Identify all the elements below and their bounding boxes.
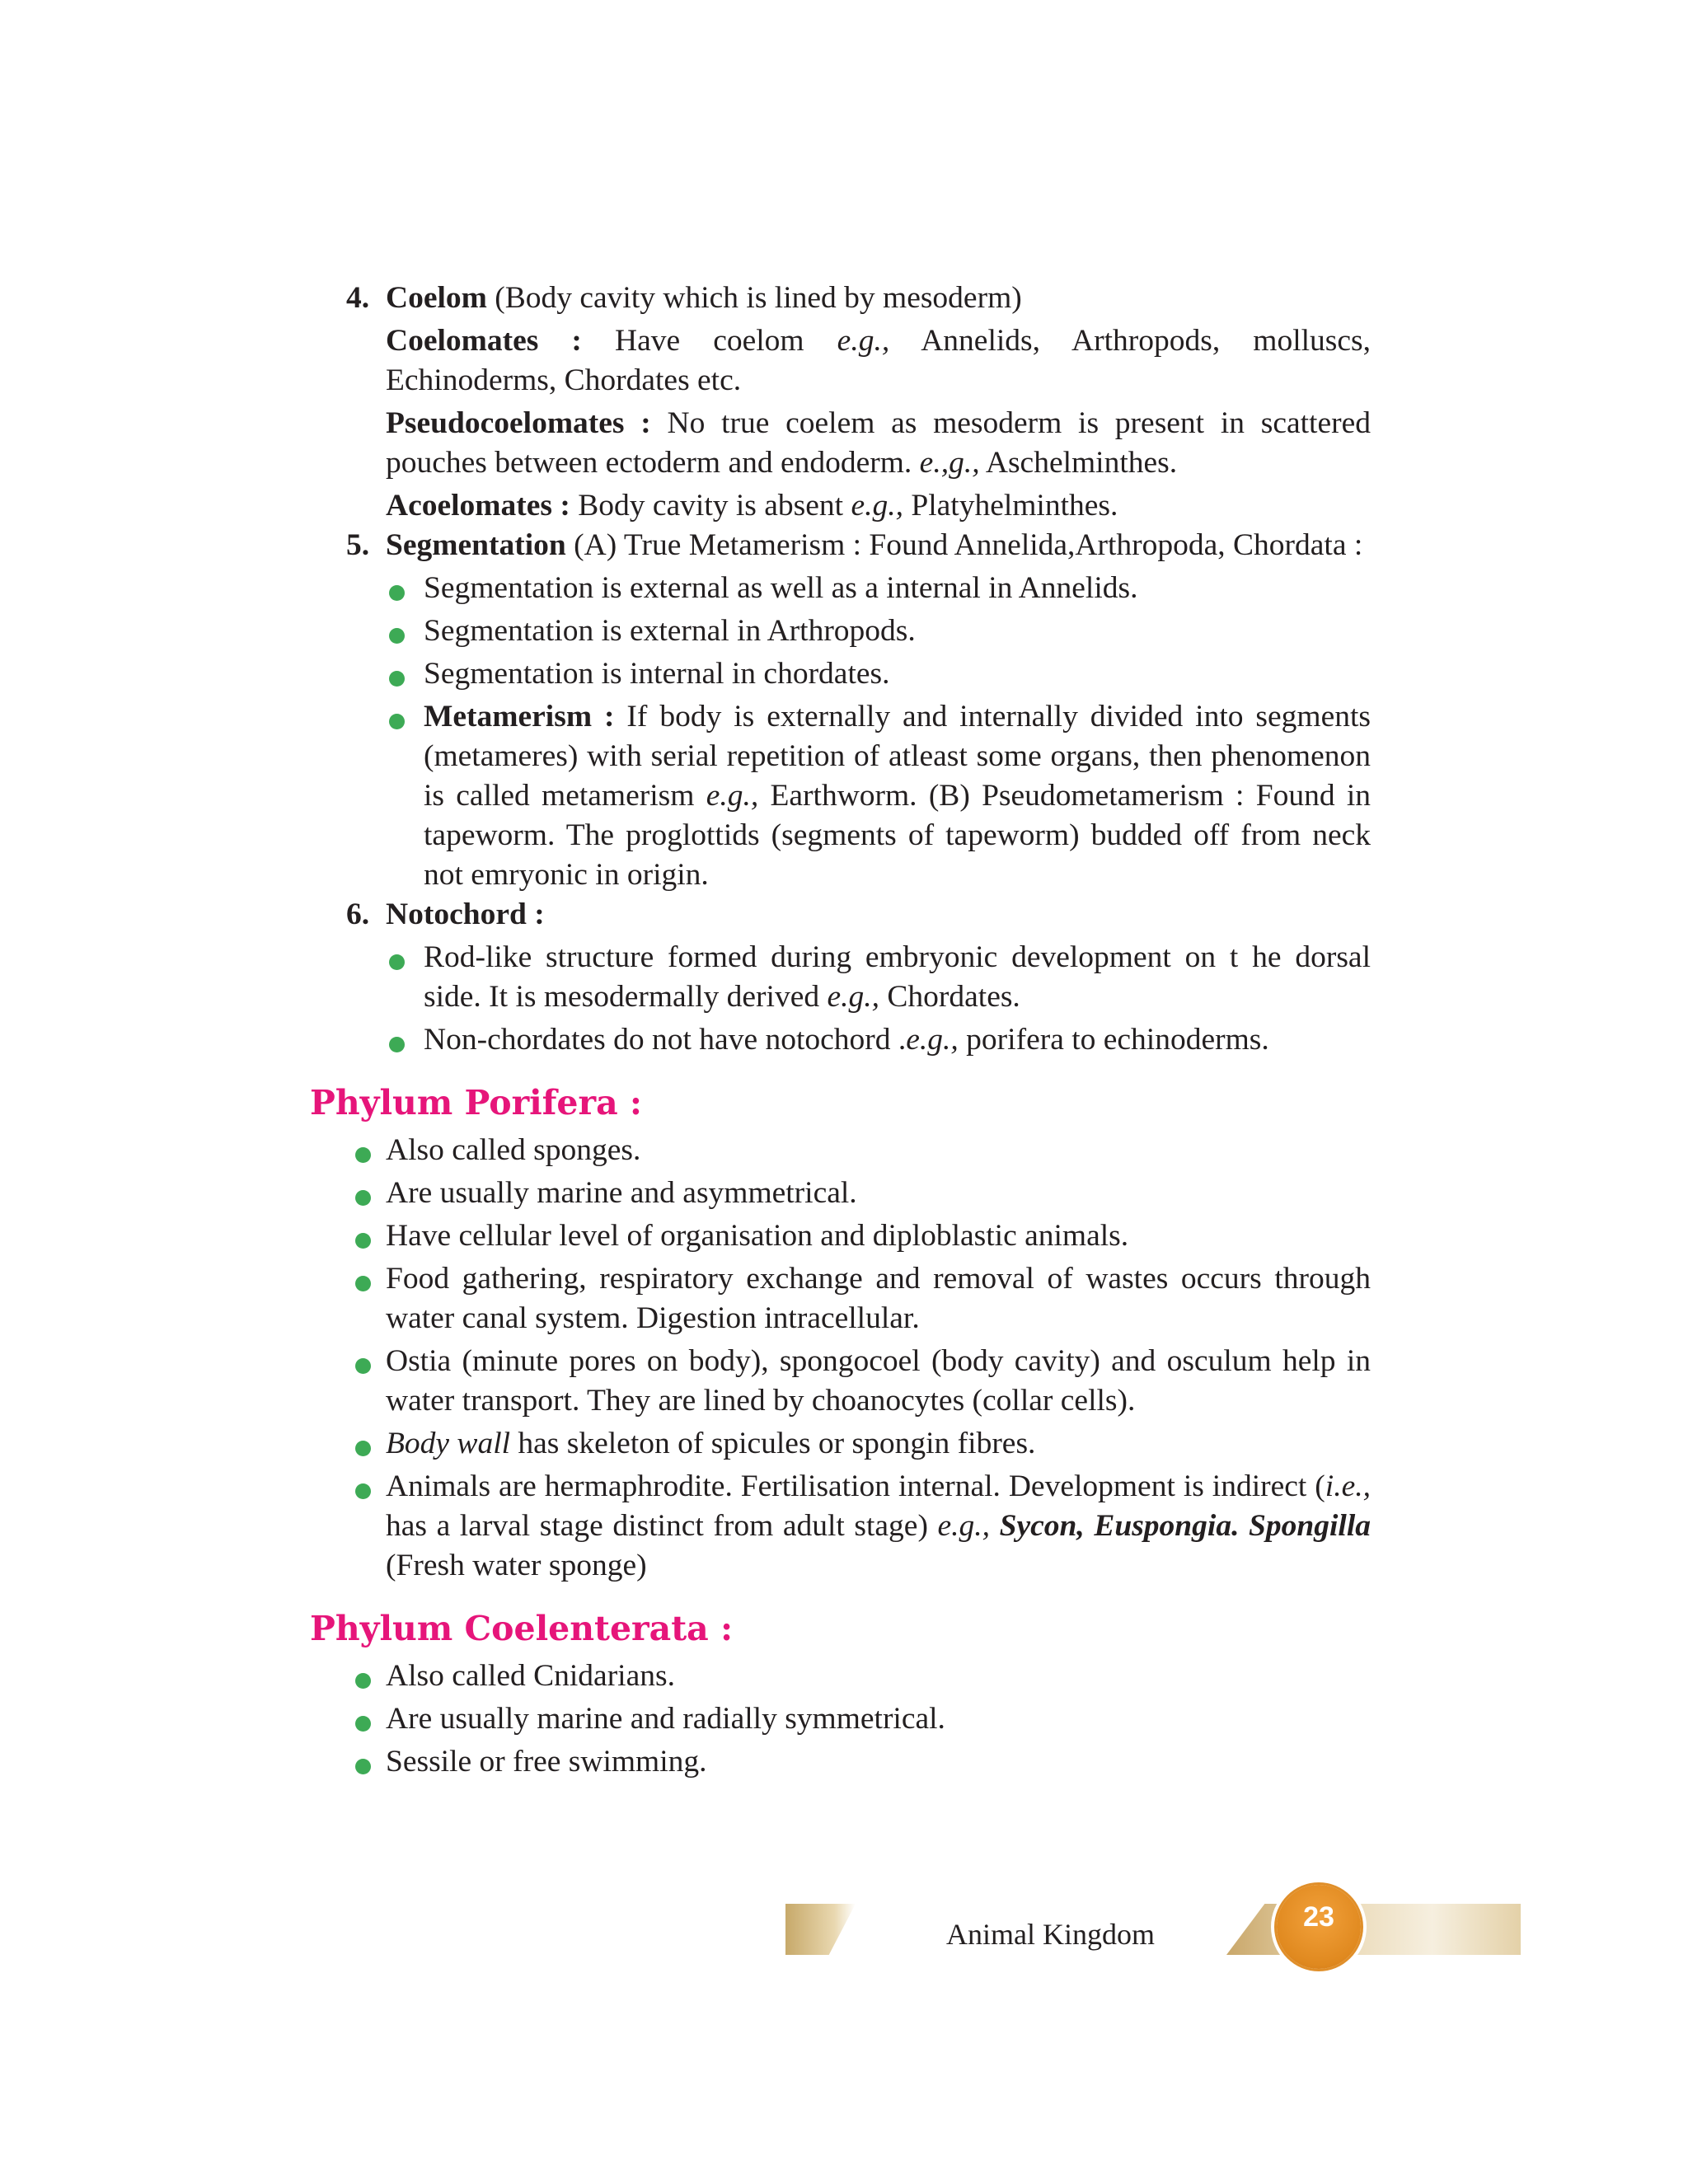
numbered-item-segmentation (313, 526, 1371, 895)
coelenterata-bullets (313, 1657, 1371, 1782)
section-title-coelenterata: Phylum Coelenterata : (310, 1609, 734, 1648)
bullet-dot-icon (389, 585, 405, 601)
item-heading: Segmentation (A) True Metamerism : Found Annelida,Arthropoda, Chordata : (386, 528, 1363, 562)
item-number: 5. (346, 528, 370, 562)
bullet-dot-icon (389, 628, 405, 644)
item-number: 4. (346, 281, 370, 315)
list-item: Animals are hermaphrodite. Fertilisation internal. Development is indirect (i.e., has a larval stage distinct from adult stage) e.g., Sycon, Euspongia. Spongilla (Fresh water sponge) (313, 1467, 1371, 1586)
list-item: Body wall has skeleton of spicules or spongin fibres. (313, 1424, 1371, 1464)
page-number-circle (1277, 1885, 1361, 1969)
bullet-dot-icon (355, 1190, 371, 1206)
list-item: Rod-like structure formed during embryonic development on t he dorsal side. It is mesodermally derived e.g., Chordates. (386, 938, 1371, 1017)
paragraph-coelomates: Coelomates : Have coelom e.g., Annelids, Arthropods, molluscs, Echinoderms, Chordates etc. (386, 324, 1371, 397)
item-number: 6. (346, 898, 370, 931)
numbered-item-coelom (313, 279, 1371, 526)
bullet-dot-icon (355, 1483, 371, 1499)
page-number-badge (1271, 1879, 1367, 1975)
list-item: Have cellular level of organisation and diploblastic animals. (313, 1216, 1371, 1256)
bullet-dot-icon (355, 1276, 371, 1291)
notochord-bullets (386, 938, 1371, 1060)
porifera-bullets (313, 1131, 1371, 1586)
item-heading: Notochord : (386, 898, 545, 931)
bullet-dot-icon (355, 1759, 371, 1774)
list-item: Also called Cnidarians. (313, 1657, 1371, 1696)
bullet-dot-icon (389, 671, 405, 687)
list-item: Segmentation is external as well as a internal in Annelids. (386, 569, 1371, 608)
paragraph-acoelomates: Acoelomates : Body cavity is absent e.g., Platyhelminthes. (386, 489, 1118, 523)
list-item: Non-chordates do not have notochord .e.g., porifera to echinoderms. (386, 1020, 1371, 1060)
bullet-dot-icon (389, 1037, 405, 1052)
paragraph-pseudocoelomates: Pseudocoelomates : No true coelem as mesoderm is present in scattered pouches between ectoderm and endoderm. e.,g., Aschelminthes. (386, 406, 1371, 480)
section-title-porifera: Phylum Porifera : (310, 1083, 643, 1122)
footer-decoration-left (785, 1904, 856, 1955)
list-item: Sessile or free swimming. (313, 1742, 1371, 1782)
list-item: Segmentation is internal in chordates. (386, 654, 1371, 694)
list-item: Are usually marine and radially symmetrical. (313, 1699, 1371, 1739)
page-number: 23 (1303, 1901, 1334, 1933)
page-footer (0, 1887, 1688, 1986)
list-item: Also called sponges. (313, 1131, 1371, 1170)
bullet-dot-icon (355, 1673, 371, 1689)
segmentation-bullets (386, 569, 1371, 895)
bullet-dot-icon (355, 1441, 371, 1456)
bullet-dot-icon (355, 1358, 371, 1374)
bullet-dot-icon (355, 1233, 371, 1249)
page-content (310, 279, 1372, 1782)
list-item: Metamerism : If body is externally and internally divided into segments (metameres) with serial repetition of atleast some organs, then phenomenon is called metamerism e.g., Earthworm. (B) Pseudometamerism : Found in tapeworm. The proglottids (segments of tapeworm) budded off from neck not emryonic in origin. (386, 697, 1371, 895)
bullet-dot-icon (389, 954, 405, 970)
list-item: Food gathering, respiratory exchange and removal of wastes occurs through water canal system. Digestion intracellular. (313, 1259, 1371, 1338)
list-item: Ostia (minute pores on body), spongocoel (body cavity) and osculum help in water transport. They are lined by choanocytes (collar cells). (313, 1342, 1371, 1421)
item-heading: Coelom (Body cavity which is lined by mesoderm) (386, 281, 1022, 315)
bullet-dot-icon (389, 714, 405, 729)
footer-chapter-title: Animal Kingdom (946, 1918, 1155, 1951)
bullet-dot-icon (355, 1147, 371, 1163)
bullet-dot-icon (355, 1716, 371, 1732)
list-item: Segmentation is external in Arthropods. (386, 612, 1371, 651)
numbered-item-notochord (313, 895, 1371, 1060)
list-item: Are usually marine and asymmetrical. (313, 1174, 1371, 1213)
